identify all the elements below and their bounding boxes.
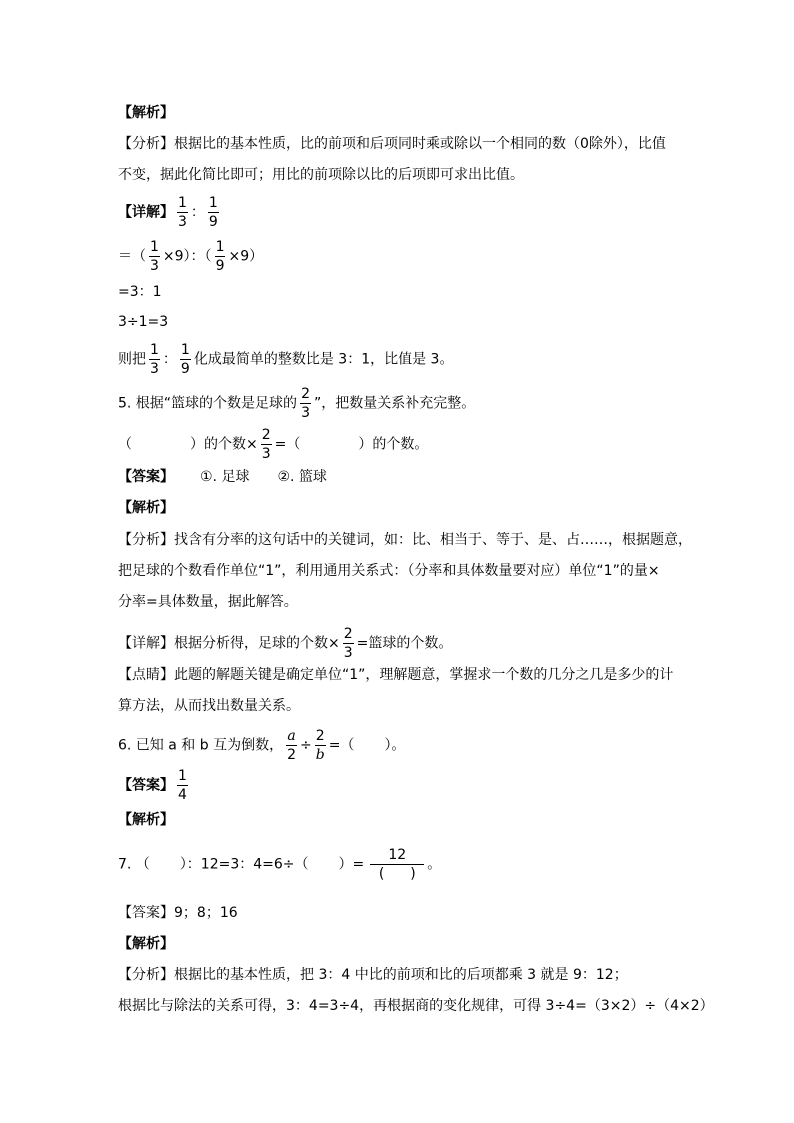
numerator: a: [287, 728, 296, 744]
fraction: [149, 343, 160, 376]
numerator: 1: [150, 342, 159, 358]
text: =篮球的个数。: [356, 635, 453, 652]
text-line: 【分析】找含有分率的这句话中的关键词，如：比、相当于、等于、是、占……，根据题意，: [118, 532, 692, 548]
denominator: 3: [150, 258, 159, 274]
colon: ：: [162, 351, 177, 368]
text: ）的个数。: [358, 436, 429, 453]
answer-line: [118, 467, 327, 487]
text-line: 【分析】根据比的基本性质，把 3：4 中比的前项和比的后项都乘 3 就是 9：12；: [118, 967, 628, 983]
fraction: [180, 343, 191, 376]
text: 5. 根据“篮球的个数是足球的: [118, 395, 298, 412]
numerator: 2: [301, 386, 310, 402]
fraction: [149, 240, 160, 273]
denominator: 9: [180, 361, 190, 377]
text-line: 【分析】根据比的基本性质，比的前项和后项同时乘或除以一个相同的数（0除外），比值: [118, 136, 666, 152]
blank-denominator: [376, 867, 418, 881]
calc-line: 3÷1=3: [118, 314, 169, 330]
calc-line: =3：1: [118, 284, 162, 300]
text: （: [118, 436, 132, 453]
text: 化成最简单的整数比是 3：1，比值是 3。: [193, 351, 454, 368]
section-heading-analysis: 【解析】: [118, 500, 174, 516]
fraction: [177, 196, 188, 229]
numerator: 2: [343, 626, 353, 642]
denominator: 9: [208, 214, 218, 230]
text-line: 根据比与除法的关系可得，3：4=3÷4，再根据商的变化规律，可得 3÷4=（3×2）÷（4×2）: [118, 998, 714, 1014]
fraction-blank-denominator: [370, 848, 424, 881]
fraction: [343, 627, 354, 660]
text: ）：12=3：4=6÷（: [179, 856, 309, 873]
answer-line: 【答案】9；8；16: [118, 905, 238, 921]
text: 。: [427, 856, 442, 873]
text-line: 算方法，从而找出数量关系。: [118, 698, 300, 714]
question-5: [118, 387, 475, 420]
denominator: 4: [178, 787, 187, 803]
fraction: [261, 428, 272, 461]
detail-line: [118, 627, 452, 660]
numerator: 1: [215, 239, 225, 255]
denominator: b: [315, 747, 325, 763]
text: ×9）：（: [162, 248, 212, 265]
text: ×9）: [228, 248, 264, 265]
denominator: 3: [150, 361, 159, 377]
numerator: 2: [261, 427, 271, 443]
text: =（: [274, 436, 301, 453]
answer-2: ②. 篮球: [277, 469, 327, 485]
numerator: 1: [178, 768, 187, 784]
numerator: 2: [315, 728, 325, 744]
fraction: [208, 196, 219, 229]
text: 6. 已知 a 和 b 互为倒数，: [118, 737, 284, 754]
open-paren: (: [378, 866, 385, 882]
numerator: 1: [180, 342, 190, 358]
fraction: [215, 240, 226, 273]
denominator: 3: [343, 645, 353, 661]
calc-line: [118, 240, 263, 273]
text: 则把: [118, 351, 146, 368]
numerator: 1: [208, 195, 218, 211]
detail-tag: 【详解】: [118, 204, 174, 221]
text-line: 分率=具体数量，据此解答。: [118, 594, 298, 610]
text: 【详解】根据分析得，足球的个数×: [118, 635, 340, 652]
text-line: 把足球的个数看作单位“1”，利用通用关系式：（分率和具体数量要对应）单位“1”的量×: [118, 563, 660, 579]
fraction: [286, 729, 297, 762]
question-7: [118, 848, 441, 881]
fraction: [300, 387, 311, 420]
detail-ratio-line: [118, 196, 222, 229]
fraction: [315, 729, 326, 762]
numerator: 1: [178, 195, 187, 211]
answer-tag: 【答案】: [118, 777, 174, 794]
text: ）的个数×: [190, 436, 258, 453]
denominator: 3: [301, 405, 310, 421]
colon: ：: [190, 204, 205, 221]
denominator: 3: [261, 446, 271, 462]
text-line: 不变，据此化简比即可；用比的前项除以比的后项即可求出比值。: [118, 167, 524, 183]
numerator: 1: [150, 239, 159, 255]
answer-1: ①. 足球: [200, 469, 250, 485]
section-heading-analysis: 【解析】: [118, 812, 174, 828]
divide-sign: ÷: [300, 737, 312, 754]
section-heading-analysis: 【解析】: [118, 936, 174, 952]
denominator: 9: [215, 258, 225, 274]
text: ）。: [384, 737, 406, 754]
numerator: 12: [388, 847, 407, 863]
text: ）=: [338, 856, 365, 873]
text-line: 【点睛】此题的解题关键是确定单位“1”，理解题意，掌握求一个数的几分之几是多少的计: [118, 667, 674, 683]
denominator: 2: [287, 747, 296, 763]
fraction: [177, 769, 188, 802]
answer-line: [118, 769, 191, 802]
answer-tag: 【答案】: [118, 469, 174, 485]
denominator: 3: [178, 214, 187, 230]
text: ”，把数量关系补充完整。: [313, 395, 476, 412]
conclusion-line: [118, 343, 453, 376]
question-6: [118, 729, 405, 762]
close-paren: ): [410, 866, 416, 882]
text: ＝（: [118, 248, 146, 265]
text: =（: [328, 737, 355, 754]
section-heading-analysis: 【解析】: [118, 105, 174, 121]
question-5-blank-line: [118, 428, 428, 461]
text: 7. （: [118, 856, 150, 873]
